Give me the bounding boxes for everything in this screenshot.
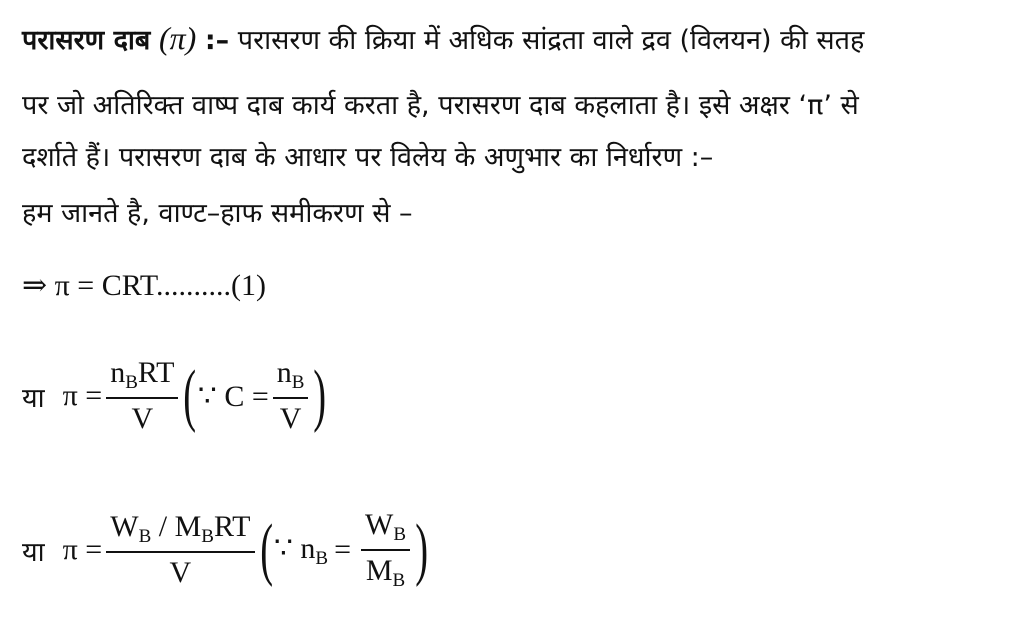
eq3-w2: W bbox=[365, 508, 394, 541]
eq2-c-n: n bbox=[276, 356, 292, 389]
eq3-w: W bbox=[110, 510, 139, 543]
equation-3-numerator bbox=[106, 510, 254, 553]
right-paren: ) bbox=[415, 511, 429, 588]
eq2-rt: RT bbox=[137, 356, 175, 389]
equation-2-lhs: π = bbox=[62, 379, 103, 412]
equation-3-lhs: π = bbox=[62, 533, 103, 566]
left-paren: ( bbox=[183, 357, 197, 434]
equation-2-c-denominator: V bbox=[279, 402, 302, 435]
heading-term: परासरण दाब bbox=[22, 25, 151, 56]
equation-2-numerator bbox=[106, 356, 178, 399]
heading-text: परासरण की क्रिया में अधिक सांद्रता वाले द्रव (विलयन) की सतह bbox=[237, 25, 865, 56]
eq3-because-sub: B bbox=[315, 547, 329, 569]
equation-2-prefix: या bbox=[22, 382, 45, 414]
eq3-w2-sub: B bbox=[393, 524, 407, 545]
heading-line bbox=[22, 22, 864, 54]
equation-1 bbox=[22, 268, 266, 303]
equation-2-c-fraction bbox=[273, 356, 309, 436]
equation-3-w-fraction bbox=[361, 508, 410, 592]
equation-3-m-denominator bbox=[362, 551, 409, 592]
eq3-m-sub: B bbox=[201, 526, 214, 547]
equation-2-c-numerator bbox=[273, 356, 309, 399]
equation-3-fraction bbox=[106, 510, 254, 590]
paragraph-line-2: पर जो अतिरिक्त वाष्प दाब कार्य करता है, परासरण दाब कहलाता है। इसे अक्षर ‘π’ से bbox=[22, 90, 859, 121]
paragraph-line-3: दर्शाते हैं। परासरण दाब के आधार पर विलेय के अणुभार का निर्धारण :– bbox=[22, 142, 714, 173]
eq3-rt: RT bbox=[213, 510, 251, 543]
equation-3-because bbox=[274, 531, 328, 570]
equation-2 bbox=[22, 356, 328, 436]
eq3-slash-m: / M bbox=[151, 510, 202, 543]
eq2-n-sub: B bbox=[125, 372, 138, 393]
equation-3-w-numerator bbox=[361, 508, 410, 551]
left-paren: ( bbox=[259, 511, 273, 588]
eq2-c-n-sub: B bbox=[291, 372, 305, 393]
heading-separator: :– bbox=[204, 25, 230, 56]
paragraph-line-4: हम जानते है, वाण्ट–हाफ समीकरण से – bbox=[22, 198, 413, 229]
equation-2-denominator: V bbox=[131, 402, 154, 435]
eq3-because-n: ∵ n bbox=[273, 531, 316, 565]
eq3-m2-sub: B bbox=[392, 570, 406, 591]
equation-1-text: ⇒ π = CRT..........(1) bbox=[22, 269, 266, 302]
eq3-m2: M bbox=[365, 554, 393, 587]
equation-3-denominator: V bbox=[169, 556, 192, 589]
eq2-n: n bbox=[110, 356, 126, 389]
equation-2-because: ∵ C = bbox=[197, 379, 269, 413]
equation-2-fraction bbox=[106, 356, 178, 436]
eq3-w-sub: B bbox=[138, 526, 152, 547]
equation-3-equals: = bbox=[334, 533, 352, 566]
right-paren: ) bbox=[313, 357, 327, 434]
equation-3 bbox=[22, 508, 429, 592]
equation-3-prefix: या bbox=[22, 536, 45, 568]
heading-symbol: (π) bbox=[158, 20, 197, 56]
